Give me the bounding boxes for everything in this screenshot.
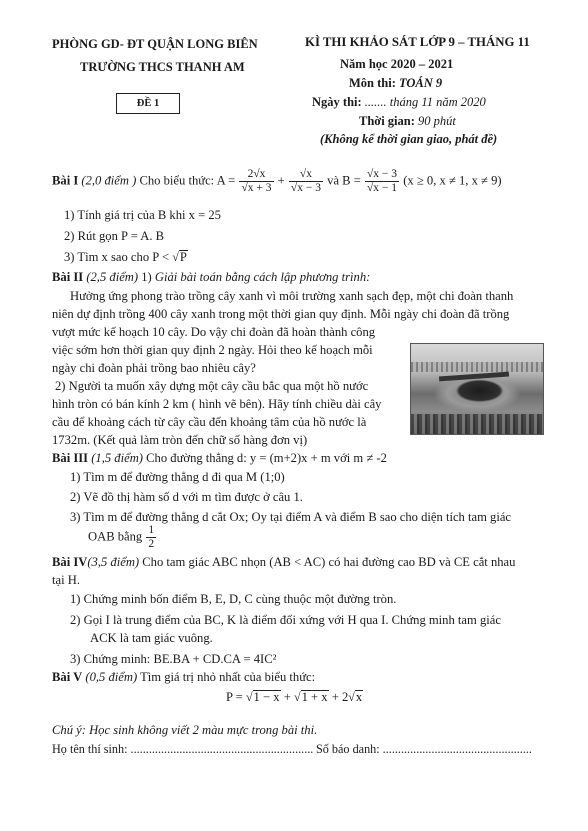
fraction-1 <box>239 168 273 195</box>
bai2-points: (2,5 điểm) <box>86 270 139 284</box>
date-value: ....... tháng 11 năm 2020 <box>364 95 486 109</box>
bai3-header <box>52 451 387 466</box>
fraction-1-den: √x + 3 <box>241 182 272 194</box>
bai2-line-6: 2) Người ta muốn xây dựng một cây cầu bắc qua một hồ nước <box>55 379 369 393</box>
bai4-intro: Cho tam giác ABC nhọn (AB < AC) có hai đường cao BD và CE cắt nhau <box>142 555 516 569</box>
and-b-text: và B = <box>327 173 361 188</box>
bai2-header <box>52 270 370 285</box>
bai2-line-7: hình tròn có bán kính 2 km ( hình vẽ bên). Hãy tính chiều dài cây <box>52 397 382 411</box>
bai4-header <box>52 555 515 570</box>
exam-code-box <box>116 93 180 114</box>
sqrt-sign: √ <box>172 250 179 264</box>
sqrt-term-2: 1 + x <box>301 690 328 704</box>
bai5-points: (0,5 điểm) <box>85 670 138 684</box>
bai2-line-1: Hưởng ứng phong trào trồng cây xanh vì môi trường xanh sạch đẹp, một chi đoàn thanh <box>70 289 514 303</box>
fraction-2 <box>289 168 323 195</box>
bai3-q3b <box>88 524 157 551</box>
fraction-half-num: 1 <box>148 524 155 536</box>
fraction-half <box>146 524 156 551</box>
bai5-intro: Tìm giá trị nhỏ nhất của biểu thức: <box>140 670 316 684</box>
bai1-q2: 2) Rút gọn P = A. B <box>64 229 165 243</box>
bai1-intro-text: Cho biểu thức: A = <box>139 173 236 188</box>
bai2-line-9: 1732m. (Kết quả làm tròn đến chữ số hàng đơn vị) <box>52 433 308 447</box>
exam-title: KÌ THI KHẢO SÁT LỚP 9 – THÁNG 11 <box>305 35 530 49</box>
fraction-3-den: √x − 1 <box>366 182 398 194</box>
footer-note: Chú ý: Học sinh không viết 2 màu mực trong bài thi. <box>52 723 318 737</box>
bai4-q3: 3) Chứng minh: BE.BA + CD.CA = 4IC² <box>70 652 277 666</box>
bai3-intro: Cho đường thẳng d: y = (m+2)x + m với m ≠ -2 <box>146 451 387 465</box>
bai2-line-4: việc sớm hơn thời gian quy định 2 ngày. Hỏi theo kế hoạch mỗi <box>52 343 373 357</box>
formula-plus-2: + 2 <box>331 690 349 704</box>
fraction-1-num: 2√x <box>239 168 273 182</box>
formula-lhs: P = <box>226 690 243 704</box>
bai4-intro2: tại H. <box>52 573 80 587</box>
bai1-condition: (x ≥ 0, x ≠ 1, x ≠ 9) <box>403 173 502 188</box>
school-department: PHÒNG GD- ĐT QUẬN LONG BIÊN <box>52 37 258 51</box>
bai5-title: Bài V <box>52 670 83 684</box>
photo-bridge <box>439 372 509 382</box>
bai5-formula <box>226 690 363 705</box>
fraction-2-den: √x − 3 <box>290 182 321 194</box>
bai2-line-3: vượt mức kế hoạch 10 cây. Do vậy chi đoàn đã hoàn thành công <box>52 325 376 339</box>
time-value: 90 phút <box>418 114 456 128</box>
school-name: TRƯỜNG THCS THANH AM <box>80 60 245 74</box>
bai2-title: Bài II <box>52 270 84 284</box>
photo-near-trees <box>411 414 543 434</box>
sqrt-sign-1: √ <box>245 690 253 704</box>
bai2-line-2: niên dự định trồng 400 cây xanh trong một thời gian quy định. Mỗi ngày chi đoàn đã trồng <box>52 307 510 321</box>
bai5-header <box>52 670 315 685</box>
bai3-q3: 3) Tìm m để đường thẳng d cắt Ox; Oy tại điểm A và điểm B sao cho diện tích tam giác <box>70 510 512 524</box>
bai4-q2: 2) Gọi I là trung điểm của BC, K là điểm đối xứng với H qua I. Chứng minh tam giác <box>70 613 501 627</box>
bai3-q1: 1) Tìm m để đường thẳng d đi qua M (1;0) <box>70 470 285 484</box>
bai3-title: Bài III <box>52 451 89 465</box>
fraction-half-den: 2 <box>148 538 155 550</box>
date-label: Ngày thi: <box>312 95 362 109</box>
sqrt-term-1: 1 − x <box>253 690 280 704</box>
bai2-line-8: cầu để khoảng cách từ cây cầu đến khoảng tâm của hồ nước là <box>52 415 367 429</box>
bai1-intro <box>52 168 502 195</box>
fraction-3-num: √x − 3 <box>366 168 398 180</box>
formula-plus-1: + <box>283 690 291 704</box>
bai1-points: (2,0 điểm ) <box>81 173 137 188</box>
bai2-part1-label: 1) <box>141 270 152 284</box>
bai4-title: Bài IV <box>52 555 88 569</box>
fraction-3 <box>365 168 399 195</box>
sqrt-sign-2: √ <box>293 690 301 704</box>
bai4-q1: 1) Chứng minh bốn điểm B, E, D, C cùng thuộc một đường tròn. <box>70 592 397 606</box>
lake-bridge-photo <box>410 343 544 435</box>
bai3-q2: 2) Vẽ đồ thị hàm số d với m tìm được ở câu 1. <box>70 490 303 504</box>
bai1-q3 <box>64 250 188 265</box>
footer-sbd-line: Số báo danh: ................................................. <box>316 742 532 756</box>
bai4-q2b: ACK là tam giác vuông. <box>90 631 213 645</box>
time-label: Thời gian: <box>359 114 415 128</box>
plus-sign: + <box>277 173 285 188</box>
bai1-title: Bài I <box>52 173 79 188</box>
bai1-q3-sqrt: P <box>179 250 187 264</box>
subject-line <box>349 76 442 91</box>
fraction-2-num: √x <box>289 168 323 182</box>
footer-name-line: Họ tên thí sinh: ............................................................ <box>52 742 314 756</box>
subject-value: TOÁN 9 <box>399 76 443 90</box>
school-year: Năm học 2020 – 2021 <box>340 57 454 71</box>
bai1-q1: 1) Tính giá trị của B khi x = 25 <box>64 208 221 222</box>
sqrt-sign-3: √ <box>348 690 355 704</box>
sqrt-term-3: x <box>355 690 363 704</box>
time-line <box>359 114 456 129</box>
photo-far-trees <box>411 362 543 372</box>
bai1-q3-text: 3) Tìm x sao cho P < <box>64 250 170 264</box>
bai3-q3b-text: OAB bằng <box>88 529 143 544</box>
subject-label: Môn thi: <box>349 76 396 90</box>
bai2-part1-task: Giải bài toán bằng cách lập phương trình: <box>154 270 371 284</box>
date-line <box>312 95 486 110</box>
bai2-line-5: ngày chi đoàn phải trồng bao nhiêu cây? <box>52 361 256 375</box>
bai3-points: (1,5 điểm) <box>91 451 143 465</box>
bai4-points: (3,5 điểm) <box>87 555 140 569</box>
time-note: (Không kể thời gian giao, phát đề) <box>320 132 498 146</box>
exam-code: ĐỀ 1 <box>136 98 160 109</box>
